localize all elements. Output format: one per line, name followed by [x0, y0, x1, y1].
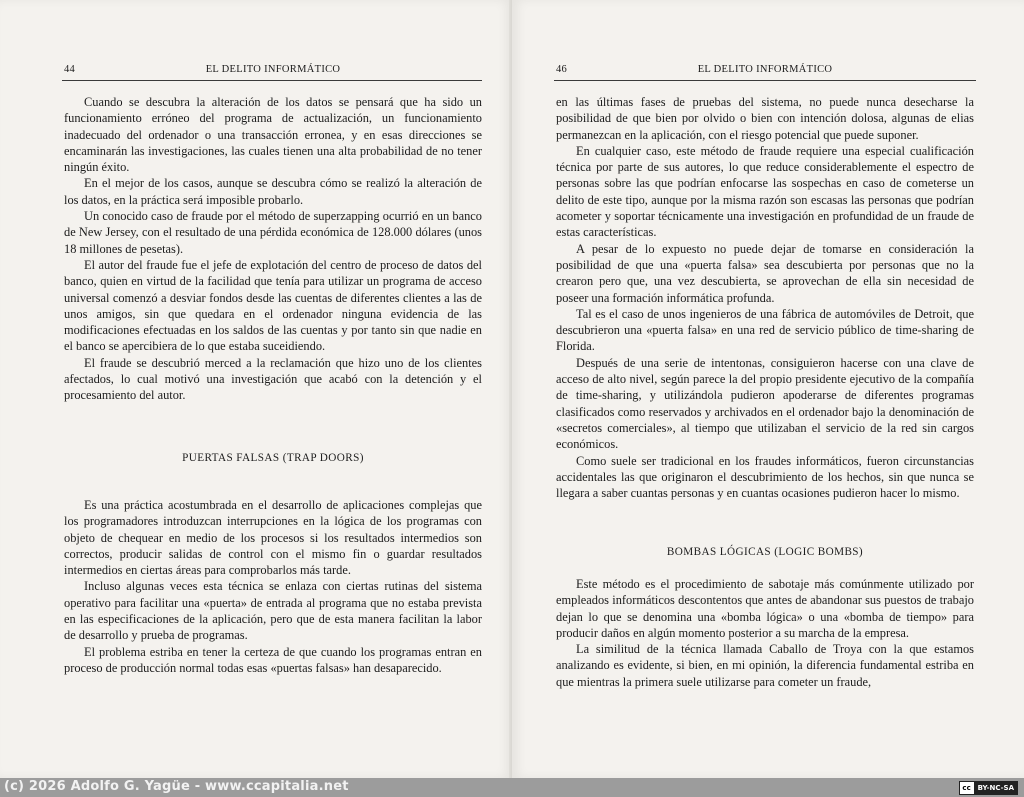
left-page [0, 0, 512, 778]
paragraph: En el mejor de los casos, aunque se descubra cómo se realizó la alteración de los datos, en la práctica será imposible probarlo. [64, 176, 482, 207]
paragraph: Incluso algunas veces esta técnica se enlaza con ciertas rutinas del sistema operativo para facilitar una «puerta» de entrada al programa que no estaba prevista en las especificaciones de la aplicación, pero que de esta manera facilitan la labor de desarrollo y prueba de programas. [64, 579, 482, 643]
paragraph: El autor del fraude fue el jefe de explotación del centro de proceso de datos del banco, quien en virtud de la facilidad que tenía para utilizar un programa de acceso universal comenzó a desviar fondos desde las cuentas de diferentes clientes a las de unos amigos, sin que quedara en el ordenador ninguna evidencia de las modificaciones efectuadas en los saldos de las cuentas y por tanto sin que nadie en el banco se apercibiera de lo que estaba suceidiendo. [64, 257, 482, 354]
paragraph: A pesar de lo expuesto no puede dejar de tomarse en consideración la posibilidad de que una «puerta falsa» sea descubierta por personas que no la crearon pero que, una vez descubierta, se aprovechan de ella sin necesidad de poseer una formación informática profunda. [556, 241, 974, 305]
paragraph: en las últimas fases de pruebas del sistema, no puede nunca desecharse la posibilidad de que bien por olvido o bien con intención dolosa, algunas de elias permanezcan en la aplicación, con el riesgo potencial que puede suponer. [556, 95, 974, 142]
running-head [64, 64, 482, 80]
paragraph: El problema estriba en tener la certeza de que cuando los programas entran en proceso de producción normal todas esas «puertas falsas» han desaparecido. [64, 644, 482, 675]
page-number: 44 [64, 64, 76, 75]
body-text-top [64, 94, 482, 404]
paragraph: Después de una serie de intentonas, consiguieron hacerse con una clave de acceso de alto nivel, según parece la del propio presidente ejecutivo de la compañía de time-sharing, y utilizándola pudieron apoderarse de diferentes programas clasificados como reservados y archivados en el ordenador bajo la denominación de «secretos comerciales», al tiempo que utilizaban el servicio de la red sin cargos económicos. [556, 355, 974, 452]
section-title: BOMBAS LÓGICAS (LOGIC BOMBS) [666, 546, 864, 558]
section-title: PUERTAS FALSAS (TRAP DOORS) [182, 452, 364, 464]
paragraph: En cualquier caso, este método de fraude requiere una especial cualificación técnica por parte de sus autores, lo que reduce considerablemente el espectro de personas sobre las que podrían enfocarse las sospechas en caso de cometerse un delito de este tipo, aunque por la misma razón son escasas las personas que podrían acometer y soportar técnicamente una investigación en profundidad de un fraude de estas características. [556, 143, 974, 240]
body-text-bottom [556, 576, 974, 690]
page-number: 46 [556, 64, 568, 75]
right-page [512, 0, 1024, 778]
paragraph: Un conocido caso de fraude por el método de superzapping ocurrió en un banco de New Jersey, con el resultado de una pérdida económica de 128.000 dólares (unos 18 millones de pesetas). [64, 209, 482, 256]
header-rule [554, 80, 976, 81]
cc-icon: cc [960, 782, 975, 794]
paragraph: Cuando se descubra la alteración de los datos se pensará que ha sido un funcionamiento erróneo del programa de actualización, un funcionamiento inadecuado del ordenador o una transacción erronea, y en esas direcciones se encaminarán las investigaciones, las cuales tienen una alta probabilidad de no tener ningún éxito. [64, 95, 482, 175]
paragraph: La similitud de la técnica llamada Caballo de Troya con la que estamos analizando es evidente, si bien, en mi opinión, la diferencia fundamental estriba en que mientras la primera suele utilizarse para cometer un fraude, [556, 642, 974, 689]
footer-bar [0, 778, 1024, 797]
license-label: BY-NC-SA [975, 782, 1017, 794]
cc-license-badge[interactable] [959, 781, 1018, 795]
copyright-notice: (c) 2026 Adolfo G. Yagüe - www.ccapitalia.net [4, 779, 349, 794]
body-text-bottom [64, 497, 482, 676]
paragraph: Tal es el caso de unos ingenieros de una fábrica de automóviles de Detroit, que descubrieron una «puerta falsa» en una red de servicio público de time-sharing de Florida. [556, 306, 974, 354]
paragraph: Este método es el procedimiento de sabotaje más comúnmente utilizado por empleados informáticos descontentos que antes de abandonar sus puestos de trabajo dejan lo que se denomina una «bomba lógica» o una «bomba de tiempo» para producir daños en algún momento posterior a su marcha de la empresa. [556, 577, 974, 640]
running-head [556, 64, 974, 80]
running-title: EL DELITO INFORMÁTICO [697, 64, 833, 75]
paragraph: Es una práctica acostumbrada en el desarrollo de aplicaciones complejas que los programadores introduzcan interrupciones en la lógica de los programas con objeto de chequear en medio de los procesos si los resultados intermedios son correctos, producir salidas de control con el mismo fin o guardar resultados intermedios en ciertas áreas para comprobarlos más tarde. [64, 498, 482, 578]
paragraph: Como suele ser tradicional en los fraudes informáticos, fueron circunstancias accidentales las que originaron el descubrimiento de los hechos, sin que nunca se llegara a saber cuantas personas y en cuantas ocasiones pudieron hacer lo mismo. [556, 453, 974, 501]
body-text-top [556, 94, 974, 501]
header-rule [62, 80, 482, 81]
paragraph: El fraude se descubrió merced a la reclamación que hizo uno de los clientes afectados, lo cual motivó una investigación que acabó con la detención y el procesamiento del autor. [64, 355, 482, 403]
running-title: EL DELITO INFORMÁTICO [205, 64, 341, 75]
